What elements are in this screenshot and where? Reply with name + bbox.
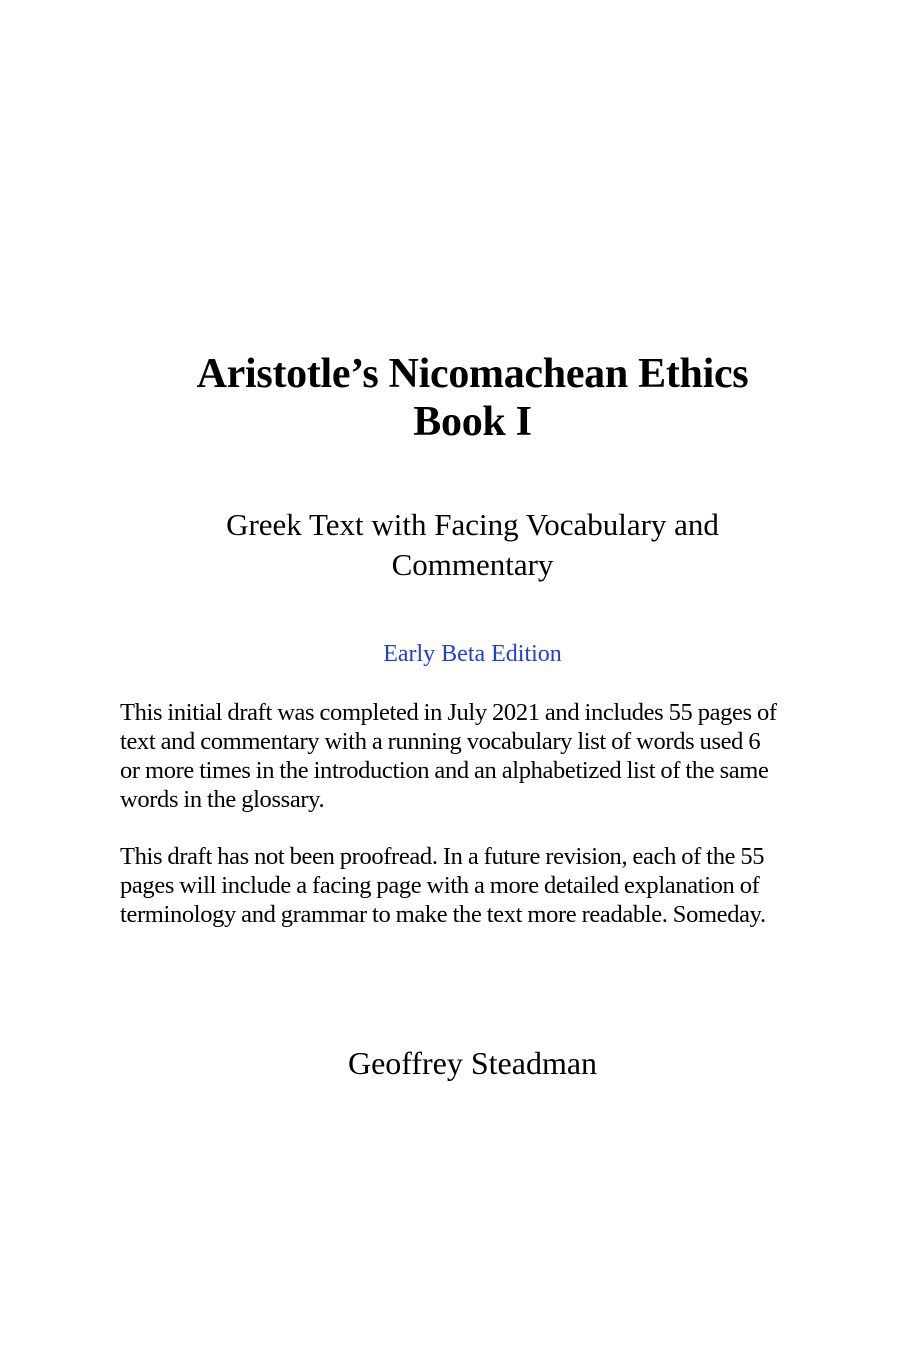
paragraph-line: This initial draft was completed in July 2021 and includes 55 pages of [120,699,777,726]
edition-label: Early Beta Edition [383,641,562,667]
paragraph-line: terminology and grammar to make the text more readable. Someday. [120,901,766,928]
book-title-line-2: Book I [413,399,532,445]
paragraph-line: pages will include a facing page with a more detailed explanation of [120,872,760,899]
book-title [0,350,900,446]
book-subtitle [0,505,900,585]
paragraph-line: or more times in the introduction and an alphabetized list of the same [120,757,769,784]
draft-note-paragraph-1 [120,698,840,814]
paragraph-line: text and commentary with a running vocabulary list of words used 6 [120,728,761,755]
book-title-line-1: Aristotle’s Nicomachean Ethics [196,351,749,397]
paragraph-line: words in the glossary. [120,786,325,813]
paragraph-line: This draft has not been proofread. In a future revision, each of the 55 [120,843,765,870]
book-subtitle-line-1: Greek Text with Facing Vocabulary and [226,507,719,542]
draft-note-paragraph-2 [120,842,840,929]
book-subtitle-line-2: Commentary [391,547,554,582]
author-name: Geoffrey Steadman [347,1045,598,1081]
